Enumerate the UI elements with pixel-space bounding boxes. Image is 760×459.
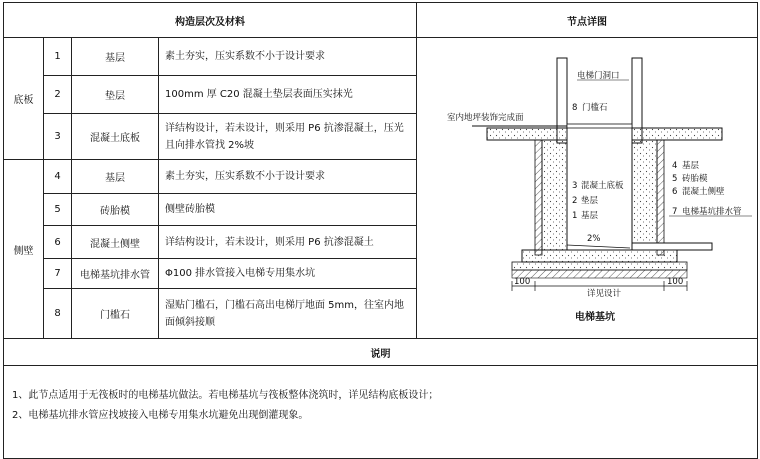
detail-header: 节点详图 — [417, 3, 758, 38]
base-layer — [512, 270, 687, 278]
layer-no: 4 — [672, 161, 678, 171]
row-desc: 素土夯实，压实系数不小于设计要求 — [159, 38, 417, 76]
row-no: 6 — [44, 226, 72, 259]
door-label: 电梯门洞口 — [577, 71, 620, 81]
brick-mold-left — [535, 140, 542, 255]
layer-name: 混凝土侧壁 — [682, 187, 725, 197]
row-name: 基层 — [72, 160, 159, 194]
row-no: 4 — [44, 160, 72, 194]
floor-slab-right — [632, 128, 722, 140]
row-desc: Φ100 排水管接入电梯专用集水坑 — [159, 259, 417, 289]
row-name: 混凝土侧壁 — [72, 226, 159, 259]
layer-no: 1 — [572, 211, 578, 221]
elevator-pit-drawing — [417, 38, 758, 338]
cushion-layer — [512, 262, 687, 270]
drain-pipe — [632, 243, 712, 250]
row-desc: 湿贴门槛石，门槛石高出电梯厅地面 5mm，往室内地面倾斜接顺 — [159, 289, 417, 339]
brick-mold-right — [657, 140, 664, 255]
layer-name: 砖胎模 — [682, 174, 708, 184]
layer-name: 基层 — [581, 211, 599, 221]
pit-wall-right — [632, 140, 657, 250]
layer-no: 7 — [672, 207, 678, 217]
layer-name: 基层 — [682, 161, 700, 171]
construction-table — [3, 2, 758, 459]
row-no: 1 — [44, 38, 72, 76]
row-desc: 侧壁砖胎模 — [159, 194, 417, 226]
layer-no: 6 — [672, 187, 678, 197]
dim-right: 100 — [667, 277, 684, 287]
row-no: 3 — [44, 114, 72, 160]
pit-wall-left — [542, 140, 567, 250]
group-wall: 侧壁 — [4, 160, 44, 339]
row-name: 门槛石 — [72, 289, 159, 339]
bottom-slab — [522, 250, 677, 262]
notes-body — [4, 366, 758, 459]
row-desc: 100mm 厚 C20 混凝土垫层表面压实抹光 — [159, 76, 417, 114]
right-layer-labels — [669, 160, 752, 217]
drawing-caption: 电梯基坑 — [575, 312, 615, 323]
note-line: 2、电梯基坑排水管应找坡接入电梯专用集水坑避免出现倒灌现象。 — [12, 410, 309, 421]
row-desc: 详结构设计，若未设计，则采用 P6 抗渗混凝土 — [159, 226, 417, 259]
door-sill — [567, 124, 632, 128]
row-name: 混凝土底板 — [72, 114, 159, 160]
floor-finish-label: 室内地坪装饰完成面 — [447, 113, 524, 123]
row-no: 2 — [44, 76, 72, 114]
row-desc: 详结构设计，若未设计，则采用 P6 抗渗混凝土，压光且向排水管找 2%坡 — [159, 114, 417, 160]
layer-name: 电梯基坑排水管 — [682, 207, 742, 217]
row-name: 电梯基坑排水管 — [72, 259, 159, 289]
layer-no: 5 — [672, 174, 678, 184]
note-line: 1、此节点适用于无筏板时的电梯基坑做法。若电梯基坑与筏板整体浇筑时，详见结构底板设计； — [12, 390, 439, 401]
group-floor: 底板 — [4, 38, 44, 160]
layer-name: 混凝土底板 — [581, 181, 624, 191]
layer-name: 垫层 — [581, 196, 599, 206]
floor-slab-left — [487, 128, 567, 140]
row-name: 砖胎模 — [72, 194, 159, 226]
sill-number: 8 — [572, 103, 578, 113]
row-desc: 素土夯实，压实系数不小于设计要求 — [159, 160, 417, 194]
materials-header: 构造层次及材料 — [4, 3, 417, 38]
row-no: 5 — [44, 194, 72, 226]
dim-mid: 详见设计 — [587, 289, 622, 299]
sill-label: 门槛石 — [582, 103, 608, 113]
dim-left: 100 — [514, 277, 531, 287]
row-name: 基层 — [72, 38, 159, 76]
row-no: 7 — [44, 259, 72, 289]
detail-drawing-cell — [417, 38, 758, 339]
layer-no: 3 — [572, 181, 578, 191]
slope-label: 2% — [587, 234, 601, 244]
notes-header: 说明 — [4, 339, 758, 366]
left-layer-labels — [572, 180, 624, 221]
row-no: 8 — [44, 289, 72, 339]
row-name: 垫层 — [72, 76, 159, 114]
layer-no: 2 — [572, 196, 578, 206]
